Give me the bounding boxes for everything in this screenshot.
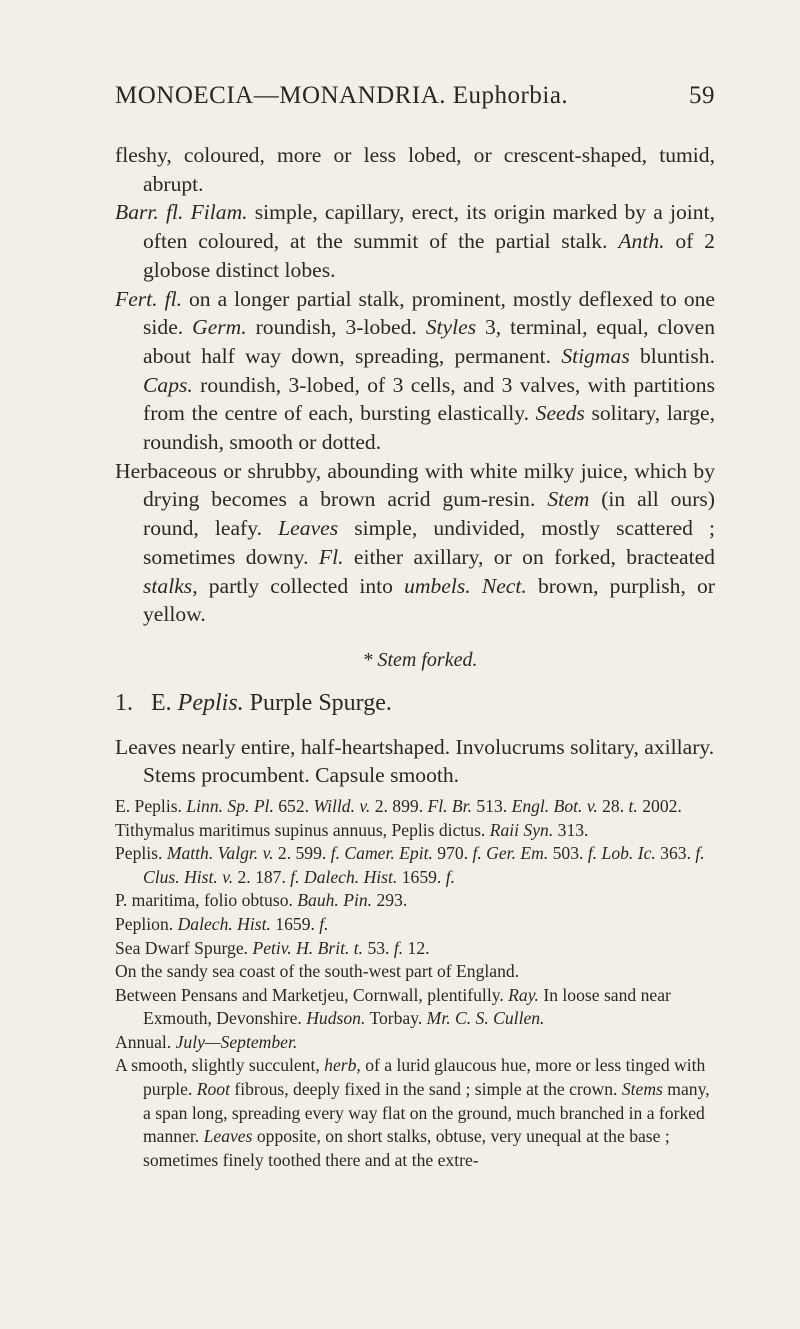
italic-term: herb,	[324, 1055, 361, 1076]
italic-term: Nect.	[481, 573, 527, 598]
italic-term: Fert. fl.	[115, 286, 182, 311]
text-run: fibrous, deeply fixed in the sand ; simple at the crown.	[229, 1079, 622, 1100]
generic-description	[115, 141, 715, 629]
text-run: On the sandy sea coast of the south-west part of England.	[115, 961, 520, 982]
text-run: Sea Dwarf Spurge.	[115, 937, 253, 958]
text-run: bluntish.	[629, 343, 715, 368]
text-run: 1659.	[270, 913, 320, 934]
text-run: fleshy, coloured, more or less lobed, or crescent-shaped, tumid, abrupt.	[115, 143, 715, 196]
text-run: on a longer partial stalk, prominent, mostly deflexed to one side.	[143, 286, 715, 340]
text-run: roundish, 3-lobed.	[246, 315, 426, 340]
italic-term: Seeds	[535, 401, 585, 426]
text-run: Tithymalus maritimus supinus annuus, Peplis dictus.	[115, 819, 490, 840]
italic-term: Ray.	[508, 984, 539, 1005]
habitat-paragraph	[115, 1031, 715, 1055]
synonym-entry	[115, 937, 715, 961]
species-diagnosis: Leaves nearly entire, half-heartshaped. Involucrums solitary, axillary. Stems procumbent. Capsule smooth.	[115, 734, 715, 787]
text-run: Torbay.	[365, 1008, 427, 1029]
generic-paragraph	[115, 141, 715, 198]
text-run: Herbaceous or shrubby, abounding with white milky juice, which by drying becomes a brown acrid gum-resin.	[115, 458, 715, 512]
italic-term: t.	[628, 795, 638, 816]
text-run: (in all ours) round, leafy.	[143, 487, 715, 541]
text-run: 513.	[471, 795, 512, 816]
italic-term: f.	[445, 866, 456, 887]
species-number: 1.	[115, 689, 133, 716]
text-run: opposite, on short stalks, obtuse, very unequal at the base ; sometimes finely toothed there and at the extre-	[143, 1126, 670, 1170]
text-run: 3, terminal, equal, cloven about half way down, spreading, permanent.	[143, 315, 715, 368]
italic-term: Hudson.	[306, 1008, 366, 1029]
text-run: A smooth, slightly succulent,	[115, 1055, 325, 1076]
text-run: 12.	[403, 937, 430, 958]
italic-term: stalks	[143, 573, 193, 598]
species-heading	[115, 690, 715, 717]
text-run: solitary, large, roundish, smooth or dotted.	[143, 401, 715, 455]
italic-term: Caps.	[143, 372, 193, 397]
italic-term: Willd. v.	[313, 795, 371, 816]
text-run: many, a span long, spreading every way flat on the ground, much branched in a forked manner.	[143, 1079, 710, 1147]
italic-term: Fl. Br.	[427, 795, 472, 816]
italic-term: Raii Syn.	[489, 819, 554, 840]
text-run: brown, purplish, or yellow.	[143, 573, 715, 627]
italic-term: Mr. C. S. Cullen.	[426, 1008, 545, 1029]
text-run: simple, undivided, mostly scattered ; sometimes downy.	[143, 516, 715, 569]
italic-term: f.	[330, 843, 340, 864]
text-run: Annual.	[115, 1031, 176, 1052]
italic-term: Leaves	[203, 1126, 253, 1147]
text-run: 2. 899.	[370, 795, 428, 816]
genus-abbreviation: E.	[151, 689, 172, 716]
synonym-list	[115, 795, 715, 960]
italic-term: Styles	[425, 315, 477, 340]
text-run: 313.	[553, 819, 589, 840]
text-run: Between Pensans and Marketjeu, Cornwall, plentifully.	[115, 984, 509, 1005]
text-run: Peplis.	[115, 843, 167, 864]
text-run: 1659.	[397, 866, 446, 887]
italic-term: umbels.	[404, 573, 471, 598]
italic-term: Engl. Bot. v.	[511, 795, 598, 816]
italic-term: Dalech. Hist.	[303, 866, 398, 887]
text-run: 363.	[655, 843, 696, 864]
text-run: 2. 187.	[233, 866, 291, 887]
italic-term: Fl.	[318, 544, 344, 569]
text-run: of a lurid glaucous hue, more or less tinged with purple.	[143, 1055, 706, 1100]
italic-term: Stigmas	[561, 343, 630, 368]
habitat-paragraph	[115, 984, 715, 1031]
text-run: Peplion.	[115, 913, 178, 934]
synonym-entry	[115, 819, 715, 843]
italic-term: Anth.	[618, 229, 665, 254]
italic-term: Camer. Epit.	[344, 843, 433, 864]
italic-term: Leaves	[278, 516, 339, 541]
italic-term: Linn. Sp. Pl.	[186, 795, 274, 816]
italic-term: July—September.	[175, 1031, 298, 1052]
page-body	[115, 141, 715, 1172]
species-name: Peplis.	[177, 689, 244, 716]
italic-term: Clus. Hist. v.	[143, 866, 234, 887]
generic-paragraph	[115, 457, 715, 629]
text-run: E. Peplis.	[115, 795, 187, 816]
text-run: 2002.	[637, 795, 682, 816]
italic-term: Lob. Ic.	[601, 843, 656, 864]
text-run: 970.	[432, 843, 473, 864]
text-run: 293.	[372, 890, 408, 911]
text-run: simple, capillary, erect, its origin marked by a joint, often coloured, at the summit of the partial stalk.	[143, 200, 715, 254]
italic-term: Matth. Valgr. v.	[166, 843, 274, 864]
italic-term: Ger. Em.	[486, 843, 549, 864]
text-run: 53.	[363, 937, 394, 958]
text-run: roundish, 3-lobed, of 3 cells, and 3 valves, with partitions from the centre of each, bursting elastically.	[143, 372, 715, 426]
italic-term: Barr. fl.	[115, 200, 184, 225]
running-header	[115, 82, 715, 110]
section-heading: * Stem forked.	[362, 648, 478, 671]
italic-term: f.	[393, 937, 404, 958]
text-run	[183, 200, 190, 224]
italic-term: f.	[695, 843, 705, 864]
italic-term: f.	[319, 913, 329, 934]
synonym-entry	[115, 842, 715, 889]
synonym-entry	[115, 795, 715, 819]
habitat-paragraph	[115, 960, 715, 984]
text-run: either axillary, or on forked, bracteated	[343, 544, 715, 569]
italic-term: Dalech. Hist.	[177, 913, 271, 934]
habitat-description	[115, 960, 715, 1172]
text-run: 503.	[548, 843, 588, 864]
generic-paragraph	[115, 285, 715, 457]
synonym-entry	[115, 889, 715, 913]
generic-paragraph	[115, 198, 715, 284]
italic-term: f.	[587, 843, 598, 864]
text-run: P. maritima, folio obtuso.	[115, 890, 298, 911]
italic-term: f.	[290, 866, 300, 887]
italic-term: Bauh. Pin.	[297, 890, 373, 911]
italic-term: Germ.	[192, 315, 247, 340]
italic-term: Stems	[621, 1079, 663, 1100]
italic-term: Filam.	[190, 200, 248, 225]
text-run: 652.	[273, 795, 314, 816]
synonym-entry	[115, 913, 715, 937]
italic-term: Petiv. H. Brit. t.	[252, 937, 364, 958]
italic-term: f.	[472, 843, 482, 864]
italic-term: Stem	[547, 487, 590, 512]
species-common-name: Purple Spurge.	[249, 689, 392, 716]
habitat-paragraph	[115, 1054, 715, 1172]
text-run: 28.	[597, 795, 629, 816]
running-title: MONOECIA—MONANDRIA. Euphorbia.	[115, 82, 569, 109]
text-run: , partly collected into	[192, 573, 405, 598]
text-run	[471, 574, 482, 598]
page-number: 59	[689, 82, 715, 109]
text-run: In loose sand near Exmouth, Devonshire.	[143, 984, 671, 1029]
text-run: of 2 globose distinct lobes.	[143, 229, 715, 282]
text-run: 2. 599.	[273, 843, 331, 864]
italic-term: Root	[196, 1079, 230, 1100]
